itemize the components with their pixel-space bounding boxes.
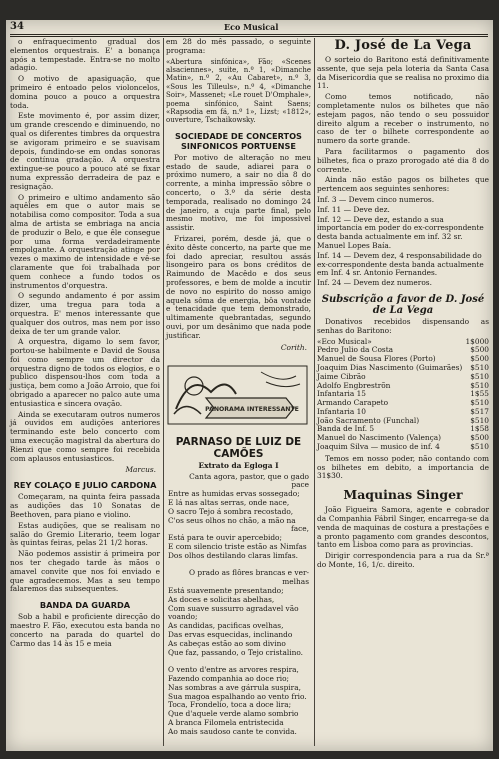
program-list: «Abertura sinfónica», Fão; «Scenes alsaciennes», suite, n.º 1, «Dimanche Matin», n.º 2, «Au Cabaret», n.º 3, «Sous les Tilleuls», n.º 4, «Dimanche Soir», Massenet; «Le rouet D'Omphale», poema sinfónico, Saint Saens; «Rapsodia em fá, n.º 1», Lizst; «1812», ouverture, Tschaikowsky. [166, 57, 311, 125]
poem-line: Entre as humidas ervas sossegado; [168, 489, 300, 499]
donor-name: Jaime Cibrão [317, 371, 366, 381]
section-heading: Maquinas Singer [343, 487, 463, 503]
poem-line: Está para te ouvir apercebido; [168, 533, 282, 543]
poem-line: As candidas, pacificas ovelhas, [168, 621, 284, 631]
section-title: SOCIEDADE DE CONCERTOS SINFONICOS PORTUENSE [175, 130, 302, 151]
paragraph: Estas audições, que se realisam no salão do Gremio Literario, teem logar às quintas feiras, pelas 21 1/2 horas. [10, 520, 160, 548]
article-body [10, 493, 160, 594]
donation-amount: $500 [470, 433, 489, 443]
donor-name: Infantaria 15 [317, 389, 367, 399]
donation-amount: $510 [470, 380, 489, 390]
donation-row [317, 443, 489, 452]
paragraph: Este movimento é, por assim dizer, um grande crescendo e diminuendo, no qual os diferentes timbres da orquestra se avigoram primeiro e se suavisam depois, fundindo-se em ondas sonoras de contínua gradação. A orquestra extingue-se pouco a pouco até se fixar numa expressão derradeira de paz e resignação. [10, 111, 160, 191]
debt-item: Inf. 14 — Devem dez, 4 responsabilidade do ex-correspondente desta banda actualmente em Inf. 4 sr. Antonio Fernandes. [317, 250, 484, 278]
ornament-text: PANORAMA INTERESSANTE [205, 405, 299, 413]
donor-name: Infantaria 10 [317, 406, 367, 416]
poem-line: Ao mais saudoso cante te convida. [168, 726, 297, 736]
column-left [10, 38, 160, 650]
section-title: REY COLAÇO E JULIO CARDONA [13, 480, 157, 491]
poem-title: PARNASO DE LUIZ DE CAMÕES [175, 435, 302, 460]
poem-line: C'os seus olhos no chão, a mão na [168, 515, 296, 525]
poem-line: As doces e solicitas abelhas, [168, 594, 275, 604]
donation-amount: $510 [470, 415, 489, 425]
paragraph: O sorteio do Baritono está definitivamente assente, que seja pela loteria da Santa Casa da Misericordia que se realisa no proximo dia 11. [317, 55, 489, 91]
article-body [317, 56, 489, 194]
debt-item: Inf. 11 — Deve dez. [317, 204, 390, 214]
publication-name: Eco Musical [224, 22, 279, 32]
paragraph: O primeiro e ultimo andamento são aquêles em que o autor mais se notabilisa como compositor. Toda a sua alma de artista se embriaga na ancia de produzir o Belo, e que êle consegue por uma forma verdadeiramente empolgante. A orquestração atinge por vezes o maximo de intensidade e vê-se claramente que foi trabalhada por quem conhece a fundo todos os instrumentos d'orquestra. [10, 192, 160, 290]
paragraph: Frizarei, porém, desde já, que o êxito dêste concerto, na parte que me foi dado apreciar, resultou assás lisongeiro para os bons créditos de Raimundo de Macêdo e dos seus professores, e bem de molde a incutir de novo no espirito do nosso amigo aquela sôma de energia, bôa vontade e tenacidade que tem demonstrado, ultimamente quebrantadas, segundo ouvi, por um desânimo que nada pode justificar. [166, 234, 311, 340]
poem-line: Nas sombras a ave gárrula suspira, [168, 682, 301, 692]
poem-line: Dos olhos destilando claras limfas. [168, 550, 298, 560]
poem-line: Das ervas esquecidas, inclinando [168, 629, 293, 639]
newspaper-page [6, 20, 493, 751]
poem-line: O sacro Tejo á sombra recostado, [168, 506, 294, 516]
paragraph: Sob a habil e proficiente direcção do maestro F. Fão, executou esta banda no concerto na parada do quartel do Carmo das 14 às 15 e meia [10, 612, 160, 648]
donation-amount: $510 [470, 371, 489, 381]
program-intro: em 28 do mês passado, o seguinte programa: [166, 37, 311, 55]
donor-name: Manuel de Sousa Flores (Porto) [317, 354, 436, 364]
poem-line: O vento d'entre as arvores respira, [168, 665, 299, 675]
paragraph: A orquestra, digamo lo sem favor, portou-se habilmente e David de Sousa foi como sempre um director da orquestra digno de todos os elogios, e o publico dispensou-lhos com toda a justiça, bem como a João Arroio, que foi obrigado a aparecer no palco aute uma entusiastica e sincera ovação. [10, 337, 160, 408]
ornament-engraving [166, 364, 309, 426]
donation-amount: $510 [470, 398, 489, 408]
paragraph: o enfraquecimento gradual dos elementos orquestrais. E' a bonança após a tempestade. Entra-se no molto adagio. [10, 37, 160, 73]
paragraph: Para facilitarmos o pagamento dos bilhetes, fica o prazo prorogado até dia 8 do corrente. [317, 146, 489, 174]
donor-name: João Sacramento (Funchal) [317, 415, 420, 425]
article-body [317, 506, 489, 570]
donor-name: Joaquim Dias Nascimento (Guimarães) [317, 362, 463, 372]
donor-name: Manuel do Nascimento (Valença) [317, 433, 442, 443]
article-body [10, 38, 160, 463]
column-divider [314, 38, 315, 746]
donation-amount: $510 [470, 442, 489, 452]
article-body [10, 613, 160, 648]
paragraph: Ainda não estão pagos os bilhetes que pertencem aos seguintes senhores: [317, 175, 489, 194]
donation-amount: $500 [470, 354, 489, 364]
page-header [6, 20, 493, 34]
closing-note: Temos em nosso poder, não contando com os bilhetes em debito, a importancia de 31$30. [317, 453, 489, 481]
poem-line: As cabeças estão ao som divino [168, 638, 286, 648]
page-number: 34 [10, 21, 24, 32]
paragraph: Dirigir correspondencia para a rua da Sr.ª do Monte, 16, 1/c. direito. [317, 551, 489, 570]
header-rule [10, 34, 488, 35]
paragraph: Ainda se executaram outros numeros já ouvidos em audições anteriores terminando este belo concerto com uma execução magistral da abertura do Rienzi que como sempre foi recebida com aplausos entusiasticos. [10, 409, 160, 463]
donation-amount: 1$58 [470, 424, 489, 434]
column-right [317, 38, 489, 572]
paragraph: Começaram, na quinta feira passada as audições das 10 Sonatas de Beethoven, para piano e violino. [10, 492, 160, 520]
poem-line: Toca, Frondelio, toca a doce lira; [168, 700, 292, 710]
paragraph: Por motivo de alteração no meu estado de saude, adiarei para o próximo numero, a sair no dia 8 do corrente, a minha impressão sôbre o concerto, o 3.º da série desta temporada, realisado no domingo 24 de janeiro, a cuja parte final, pelo mesmo motivo, me foi impossivel assistir. [166, 152, 311, 233]
poem-line: A branca Filomela entristecida [168, 717, 284, 727]
poem-line: Com suave sussurro agradavel vão voando; [168, 603, 299, 622]
poem-line: melhas [282, 577, 309, 587]
donor-name: «Eco Musical» [317, 336, 372, 346]
debt-item: Inf. 12 — Deve dez, estando a sua importancia em poder do ex-correspondente desta banda actualmente em inf. 32 sr. Manuel Lopes Baía. [317, 214, 484, 250]
poem-line: face, [290, 524, 309, 534]
section-title: BANDA DA GUARDA [39, 600, 131, 611]
donor-name: Joaquim Silva — musico de inf. 4 [317, 442, 440, 452]
donation-amount: $500 [470, 345, 489, 355]
paragraph: Como temos notificado, não completamente nulos os bilhetes que não estejam pagos, não tendo o seu possuidor direito algum a receber o instrumento, no caso de ter o bilhete correspondente ao numero da sorte grande. [317, 92, 489, 146]
poem-subtitle: Extrato da Egloga I [198, 460, 279, 470]
donation-amount: 1$55 [470, 389, 489, 399]
donor-name: Pedro Julio da Costa [317, 345, 394, 355]
donation-amount: $517 [470, 406, 489, 416]
donor-name: Adolfo Engbrestrõn [317, 380, 391, 390]
donations-intro: Donativos recebidos dispensando as senhas do Baritono: [317, 316, 489, 335]
donor-name: Armando Carapeto [317, 398, 389, 408]
section-heading: D. José de La Vega [334, 38, 472, 53]
poem-line: Sua magoa espalhando ao vento frio. [168, 691, 307, 701]
paragraph: Não podemos assistir á primeira por nos ter chegado tarde às mãos o amavel convite que nos foi enviado e que agradecemos. Mas a seu tempo falaremos das subsequentes. [10, 549, 160, 594]
paragraph: O motivo de apasiguação, que primeiro é entoado pelos violoncelos, domina pouco a pouco a orquestra toda. [10, 74, 160, 110]
poem-line: Canta agora, pastor, que o gado [189, 471, 309, 481]
poem-line: Que d'aquele verde alamo sombrio [168, 709, 299, 719]
donor-name: Banda de Inf. 5 [317, 424, 375, 434]
section-heading: Subscrição a favor de D. José de La Vega [321, 293, 485, 316]
debt-item: Inf. 3 — Devem cinco numeros. [317, 194, 435, 204]
article-signature: Marcus. [125, 465, 156, 475]
poem-body [166, 473, 311, 737]
donation-amount: $510 [470, 362, 489, 372]
debt-list [317, 196, 489, 288]
article-body [166, 154, 311, 341]
paragraph: João Figueira Samora, agente e cobrador da Companhia Fábril Singer, encarrega-se da venda de maquinas de costura a prestações e a pronto pagamento com grandes descontos, tanto em Lisboa como para as provincias. [317, 505, 489, 550]
poem-line: Está suavemente presentando; [168, 585, 284, 595]
column-middle [166, 38, 311, 736]
poem-line: pace [291, 480, 309, 490]
poem-line: Fazendo companhia ao doce rio; [168, 673, 290, 683]
poem-line: E lá nas altas serras, onde nace, [168, 497, 290, 507]
column-divider [163, 38, 164, 746]
article-signature: Corith. [280, 342, 307, 352]
poem-line: Que faz, passando, o Tejo cristalino. [168, 647, 304, 657]
poem-line: E com silencio triste estão as Nimfas [168, 541, 307, 551]
donation-amount: 1$000 [465, 336, 489, 346]
poem-line: O prado as flôres brancas e ver- [188, 568, 309, 578]
paragraph: O segundo andamento é por assim dizer, uma tregua para toda a orquestra. E' menos interessante que qualquer dos outros, mas nem por isso deixa de ter um grande valor. [10, 291, 160, 336]
donations-list [317, 338, 489, 452]
debt-item: Inf. 24 — Devem dez numeros. [317, 278, 432, 288]
